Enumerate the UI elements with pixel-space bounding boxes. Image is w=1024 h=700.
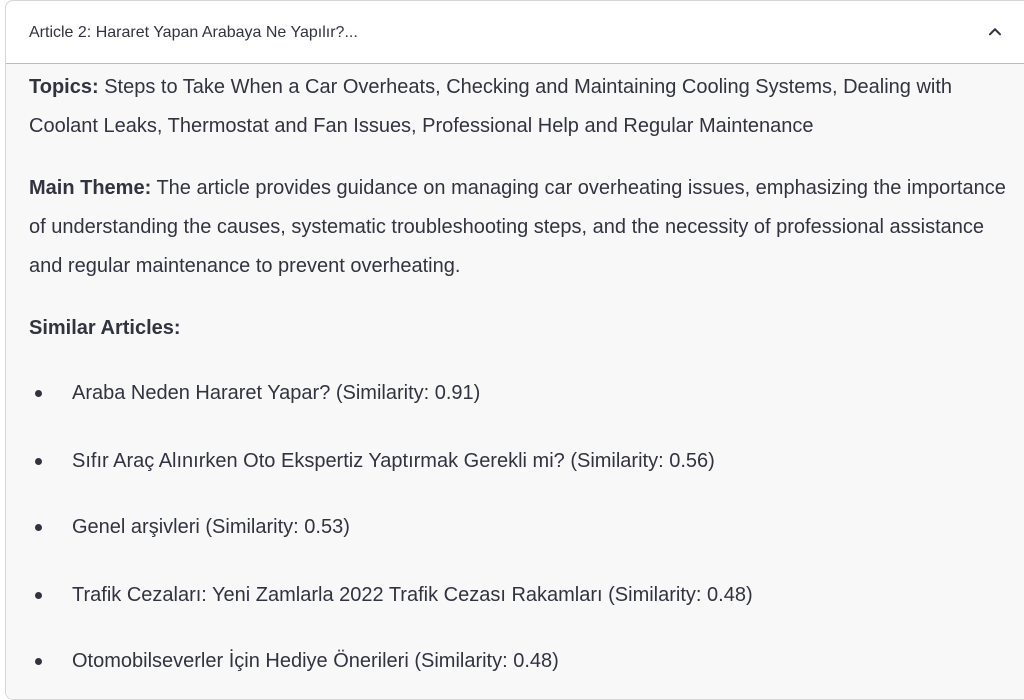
main-theme-text: The article provides guidance on managing car overheating issues, emphasizing the importance of understanding the causes, systematic troubleshooting steps, and the necessity of professional assistance and regular maintenance to prevent overheating. [29, 177, 1006, 277]
list-item [6, 576, 1006, 616]
bullet-icon [35, 390, 42, 397]
bullet-icon [35, 658, 42, 665]
topics-text: Steps to Take When a Car Overheats, Checking and Maintaining Cooling Systems, Dealing with Coolant Leaks, Thermostat and Fan Issues, Professional Help and Regular Maintenance [29, 76, 953, 137]
bullet-icon [35, 524, 42, 531]
list-item [6, 374, 1006, 414]
list-item [6, 442, 1006, 482]
main-theme-paragraph [29, 169, 1009, 286]
expander-header[interactable] [5, 0, 1024, 64]
expander-title[interactable]: Article 2: Hararet Yapan Arabaya Ne Yapılır?... [29, 24, 358, 41]
expander-body [6, 64, 1024, 699]
bullet-icon [35, 458, 42, 465]
list-item [6, 642, 1006, 682]
similar-article-text: Otomobilseverler İçin Hediye Önerileri (Similarity: 0.48) [72, 650, 559, 672]
main-theme-label: Main Theme: [29, 177, 152, 199]
bullet-icon [35, 592, 42, 599]
similar-articles-heading: Similar Articles: [29, 317, 181, 339]
similar-article-text: Sıfır Araç Alınırken Oto Ekspertiz Yaptırmak Gerekli mi? (Similarity: 0.56) [72, 450, 715, 472]
similar-article-text: Araba Neden Hararet Yapar? (Similarity: 0.91) [72, 382, 481, 404]
article-expander [5, 0, 1024, 700]
similar-article-text: Trafik Cezaları: Yeni Zamlarla 2022 Trafik Cezası Rakamları (Similarity: 0.48) [72, 584, 753, 606]
similar-article-text: Genel arşivleri (Similarity: 0.53) [72, 516, 350, 538]
list-item [6, 508, 1006, 548]
topics-label: Topics: [29, 76, 99, 98]
topics-paragraph [29, 68, 1009, 146]
chevron-up-icon[interactable] [984, 21, 1006, 43]
